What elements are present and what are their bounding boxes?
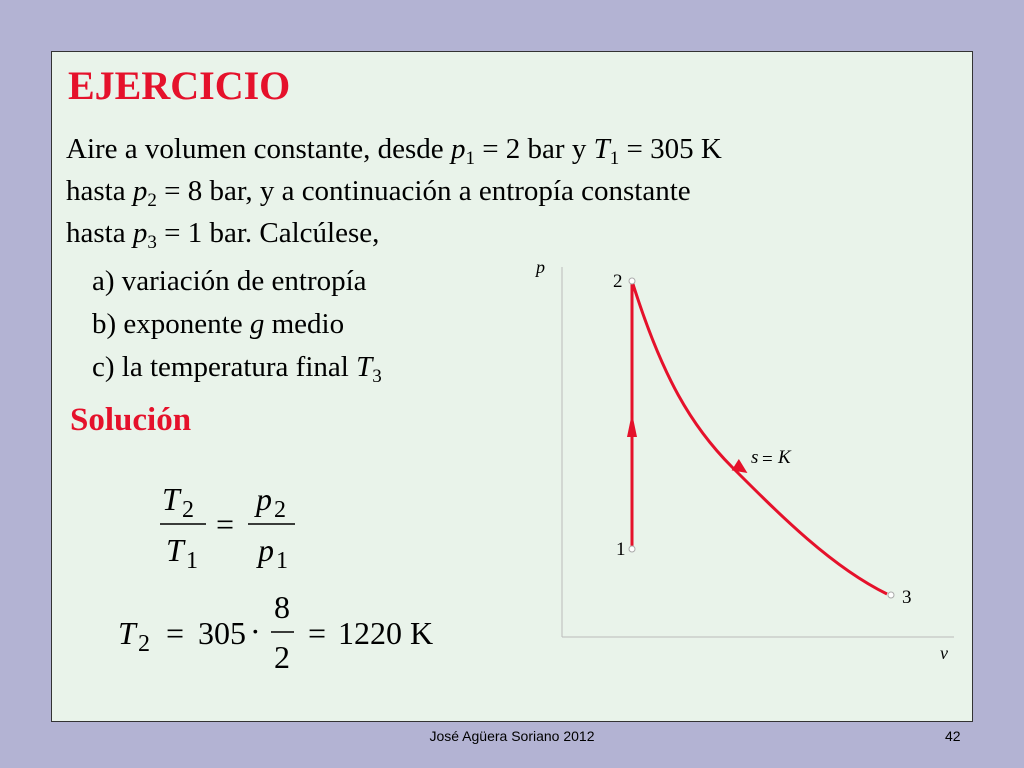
eq2-T-sub: 2 — [138, 631, 150, 657]
eq2-num: 8 — [274, 589, 290, 625]
subscript: 1 — [465, 148, 475, 169]
text: Aire a volumen constante, desde — [66, 133, 451, 165]
question-a: a) variación de entropía — [92, 265, 367, 297]
text: = 305 K — [619, 133, 722, 165]
page-number: 42 — [945, 728, 961, 744]
eq2-305: 305 — [198, 615, 246, 651]
arrow-up — [627, 413, 637, 437]
question-b — [92, 303, 382, 346]
var-p: p — [132, 175, 148, 207]
slide — [51, 51, 973, 722]
slide-title: EJERCICIO — [68, 63, 291, 108]
eq1-p-num-sub: 2 — [274, 497, 286, 523]
curve-label-eq: = — [762, 449, 773, 470]
problem-statement — [66, 128, 946, 254]
subscript: 1 — [609, 148, 620, 169]
question-c — [92, 346, 382, 389]
var-T: T — [593, 133, 610, 165]
eq2-T: T — [118, 615, 136, 651]
subscript: 3 — [372, 366, 382, 387]
isentropic-curve — [632, 281, 887, 594]
eq2-den: 2 — [274, 639, 290, 675]
axis-label-p: p — [536, 257, 545, 277]
state-point-2 — [629, 278, 635, 284]
text: hasta — [66, 175, 133, 207]
text: medio — [264, 308, 345, 340]
subscript: 2 — [147, 190, 157, 211]
problem-line-1 — [66, 128, 946, 170]
equation-ratio — [152, 477, 312, 577]
eq1-p-den-sub: 1 — [276, 548, 288, 574]
subscript: 3 — [147, 232, 157, 253]
eq1-T-num: T — [162, 481, 180, 517]
eq1-p-num: p — [256, 481, 272, 517]
text: hasta — [66, 217, 133, 249]
axis-label-v: v — [940, 643, 948, 663]
text: b) exponente — [92, 308, 250, 340]
eq1-T-den: T — [166, 532, 184, 568]
pv-diagram — [536, 247, 962, 667]
eq1-T-num-sub: 2 — [182, 497, 194, 523]
problem-line-2 — [66, 170, 946, 212]
label-2: 2 — [613, 271, 623, 292]
label-1: 1 — [616, 539, 626, 560]
var-g: g — [249, 308, 265, 340]
eq2-equals-2: = — [308, 615, 327, 651]
state-point-1 — [629, 546, 635, 552]
curve-label-s: s — [751, 447, 759, 468]
solution-heading: Solución — [70, 402, 192, 438]
var-T: T — [356, 351, 373, 383]
curve-label-K: K — [778, 447, 791, 468]
var-p: p — [132, 217, 148, 249]
eq2-result: 1220 K — [338, 615, 434, 651]
eq1-equals: = — [216, 506, 235, 542]
text: = 1 bar. Calcúlese, — [156, 217, 380, 249]
eq2-equals-1: = — [166, 615, 185, 651]
text: c) la temperatura final — [92, 351, 357, 383]
eq1-T-den-sub: 1 — [186, 548, 198, 574]
text: = 2 bar y — [474, 133, 594, 165]
eq1-p-den: p — [258, 532, 274, 568]
var-p: p — [450, 133, 466, 165]
text: = 8 bar, y a continuación a entropía constante — [156, 175, 691, 207]
footer-author: José Agüera Soriano 2012 — [429, 728, 595, 744]
question-list — [92, 260, 382, 389]
eq2-dot: · — [250, 613, 261, 649]
equation-t2 — [112, 589, 472, 702]
state-point-3 — [888, 592, 894, 598]
label-3: 3 — [902, 587, 912, 608]
